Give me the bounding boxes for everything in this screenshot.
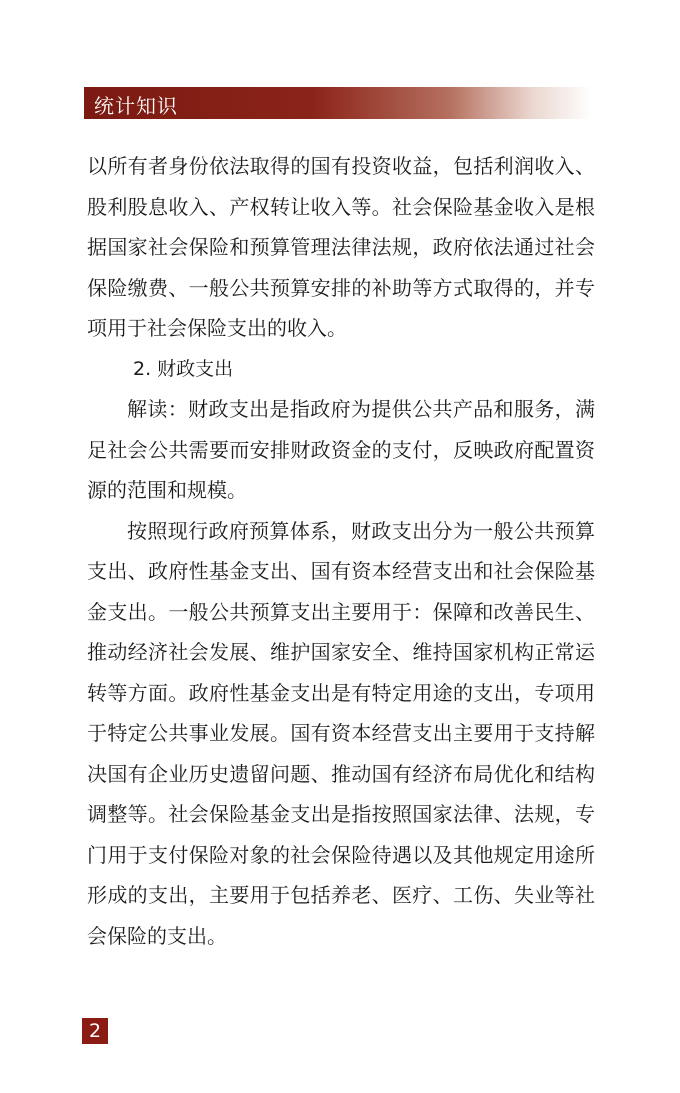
section-title: 统计知识 [94, 94, 178, 118]
article-body [87, 146, 595, 956]
paragraph: 按照现行政府预算体系，财政支出分为一般公共预算支出、政府性基金支出、国有资本经营支出和社会保险基金支出。一般公共预算支出主要用于：保障和改善民生、推动经济社会发展、维护国家安全、维持国家机构正常运转等方面。政府性基金支出是有特定用途的支出，专项用于特定公共事业发展。国有资本经营支出主要用于支持解决国有企业历史遗留问题、推动国有经济布局优化和结构调整等。社会保险基金支出是指按照国家法律、法规，专门用于支付保险对象的社会保险待遇以及其他规定用途所形成的支出，主要用于包括养老、医疗、工伤、失业等社会保险的支出。 [87, 518, 595, 948]
subheading: 2. 财政支出 [133, 357, 234, 380]
section-banner [84, 87, 592, 119]
page-number: 2 [82, 1018, 108, 1044]
paragraph: 以所有者身份依法取得的国有投资收益，包括利润收入、股利股息收入、产权转让收入等。社会保险基金收入是根据国家社会保险和预算管理法律法规，政府依法通过社会保险缴费、一般公共预算安排的补助等方式取得的，并专项用于社会保险支出的收入。 [87, 154, 595, 340]
paragraph: 解读：财政支出是指政府为提供公共产品和服务，满足社会公共需要而安排财政资金的支付，反映政府配置资源的范围和规模。 [87, 397, 595, 502]
